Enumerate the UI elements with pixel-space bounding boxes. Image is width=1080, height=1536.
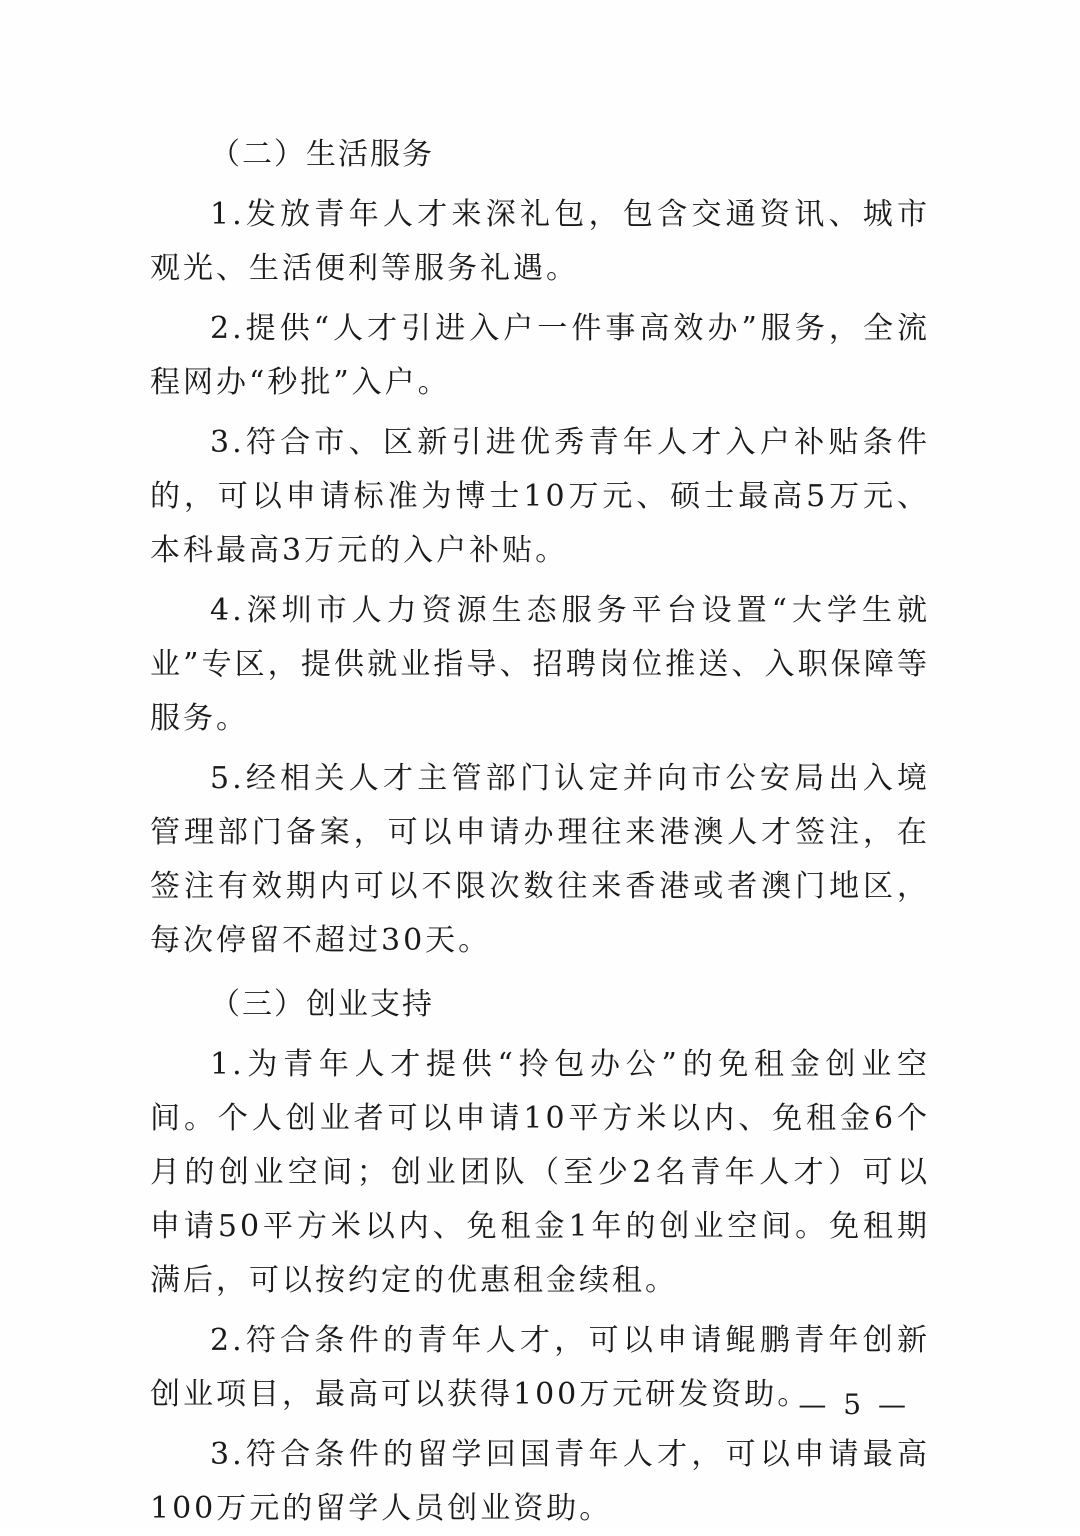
paragraph: 1.为青年人才提供“拎包办公”的免租金创业空间。个人创业者可以申请10平方米以内、免租金6个月的创业空间；创业团队（至少2名青年人才）可以申请50平方米以内、免租金1年的创业空间。免租期满后，可以按约定的优惠租金续租。: [150, 1047, 930, 1298]
paragraph: 5.经相关人才主管部门认定并向市公安局出入境管理部门备案，可以申请办理往来港澳人才签注，在签注有效期内可以不限次数往来香港或者澳门地区，每次停留不超过30天。: [150, 761, 930, 958]
paragraph: 2.符合条件的青年人才，可以申请鲲鹏青年创新创业项目，最高可以获得100万元研发资助。: [150, 1323, 930, 1412]
section-heading-living-services: （二）生活服务: [210, 137, 434, 172]
page-footer: [0, 1388, 1080, 1428]
paragraph: 3.符合市、区新引进优秀青年人才入户补贴条件的，可以申请标准为博士10万元、硕士最高5万元、本科最高3万元的入户补贴。: [150, 425, 930, 568]
paragraph: 2.提供“人才引进入户一件事高效办”服务，全流程网办“秒批”入户。: [150, 311, 930, 400]
paragraph: 1.发放青年人才来深礼包，包含交通资讯、城市观光、生活便利等服务礼遇。: [150, 197, 930, 286]
paragraph: 4.深圳市人力资源生态服务平台设置“大学生就业”专区，提供就业指导、招聘岗位推送、入职保障等服务。: [150, 593, 930, 736]
document-body: [150, 128, 930, 1536]
page-number: — 5 —: [798, 1388, 910, 1421]
paragraph: 3.符合条件的留学回国青年人才，可以申请最高100万元的留学人员创业资助。: [150, 1437, 930, 1526]
section-heading-entrepreneurship-support: （三）创业支持: [210, 987, 434, 1022]
